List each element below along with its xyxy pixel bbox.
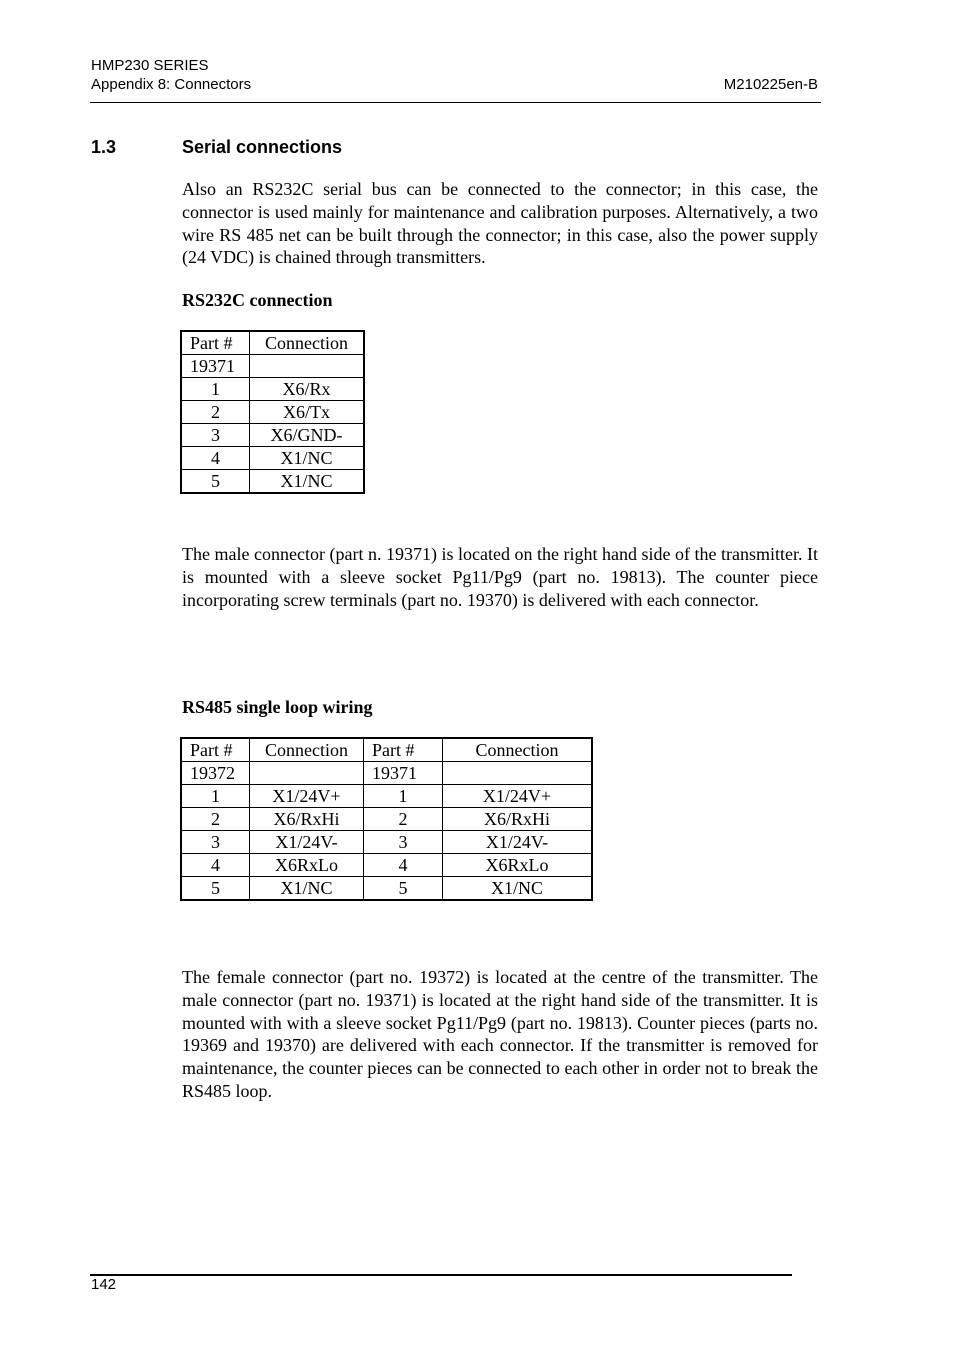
pin-cell: 2 bbox=[181, 808, 250, 831]
header-doc-code: M210225en-B bbox=[723, 76, 818, 93]
table-header-row bbox=[181, 738, 592, 762]
table-row bbox=[181, 447, 364, 470]
connection-cell: X6/GND- bbox=[250, 424, 365, 447]
table-row bbox=[181, 401, 364, 424]
table-row bbox=[181, 424, 364, 447]
pin-cell: 4 bbox=[181, 447, 250, 470]
connection-cell: X1/NC bbox=[250, 470, 365, 494]
intro-paragraph: Also an RS232C serial bus can be connected to the connector; in this case, the connector is used mainly for maintenance and calibration purposes. Alternatively, a two wire RS 485 net can be built through the connector; in this case, also the power supply (24 VDC) is chained through transmitters. bbox=[182, 179, 818, 268]
connection-cell: X1/NC bbox=[250, 877, 364, 901]
part-cell: 19372 bbox=[181, 762, 250, 785]
section-number: 1.3 bbox=[91, 137, 117, 157]
connection-cell: X1/24V- bbox=[250, 831, 364, 854]
part-cell: 19371 bbox=[364, 762, 443, 785]
pin-cell: 2 bbox=[181, 401, 250, 424]
pin-cell: 1 bbox=[364, 785, 443, 808]
pin-cell: 3 bbox=[364, 831, 443, 854]
connection-cell: X6/Tx bbox=[250, 401, 365, 424]
header-cell: Connection bbox=[250, 331, 365, 355]
table-row bbox=[181, 877, 592, 901]
part-cell: 19371 bbox=[181, 355, 250, 378]
table-row bbox=[181, 854, 592, 877]
rs485-heading: RS485 single loop wiring bbox=[182, 697, 373, 717]
connection-cell: X6/RxHi bbox=[443, 808, 593, 831]
empty-cell bbox=[250, 355, 365, 378]
header-cell: Part # bbox=[364, 738, 443, 762]
connection-cell: X6RxLo bbox=[250, 854, 364, 877]
connection-cell: X1/NC bbox=[443, 877, 593, 901]
pin-cell: 1 bbox=[181, 785, 250, 808]
table-row bbox=[181, 378, 364, 401]
page-number: 142 bbox=[91, 1276, 117, 1293]
connection-cell: X1/NC bbox=[250, 447, 365, 470]
pin-cell: 5 bbox=[181, 877, 250, 901]
pin-cell: 3 bbox=[181, 424, 250, 447]
table-row bbox=[181, 762, 592, 785]
table-row bbox=[181, 831, 592, 854]
table-row bbox=[181, 808, 592, 831]
pin-cell: 5 bbox=[181, 470, 250, 494]
connection-cell: X1/24V+ bbox=[443, 785, 593, 808]
running-header-left bbox=[91, 56, 251, 94]
pin-cell: 5 bbox=[364, 877, 443, 901]
header-cell: Part # bbox=[181, 738, 250, 762]
connection-cell: X6/RxHi bbox=[250, 808, 364, 831]
rs232c-note-paragraph: The male connector (part n. 19371) is located on the right hand side of the transmitter. It is mounted with a sleeve socket Pg11/Pg9 (part no. 19813). The counter piece incorporating screw terminals (part no. 19370) is delivered with each connector. bbox=[182, 544, 818, 610]
table-row bbox=[181, 470, 364, 494]
table-row bbox=[181, 785, 592, 808]
rs232c-heading: RS232C connection bbox=[182, 290, 333, 310]
rs485-note-paragraph: The female connector (part no. 19372) is located at the centre of the transmitter. The male connector (part no. 19371) is located at the right hand side of the transmitter. It is mounted with with a sleeve socket Pg11/Pg9 (part no. 19813). Counter pieces (parts no. 19369 and 19370) are delivered with each connector. If the transmitter is removed for maintenance, the counter pieces can be connected to each other in order not to break the RS485 loop. bbox=[182, 967, 818, 1101]
footer-rule bbox=[90, 1274, 792, 1276]
section-title: Serial connections bbox=[182, 137, 343, 157]
pin-cell: 4 bbox=[364, 854, 443, 877]
pin-cell: 3 bbox=[181, 831, 250, 854]
rs232c-table bbox=[180, 330, 365, 494]
connection-cell: X6/Rx bbox=[250, 378, 365, 401]
header-cell: Part # bbox=[181, 331, 250, 355]
connection-cell: X1/24V+ bbox=[250, 785, 364, 808]
header-rule bbox=[90, 102, 821, 103]
connection-cell: X6RxLo bbox=[443, 854, 593, 877]
table-row bbox=[181, 355, 364, 378]
empty-cell bbox=[443, 762, 593, 785]
rs485-table bbox=[180, 737, 593, 901]
table-header-row bbox=[181, 331, 364, 355]
empty-cell bbox=[250, 762, 364, 785]
header-cell: Connection bbox=[443, 738, 593, 762]
pin-cell: 2 bbox=[364, 808, 443, 831]
pin-cell: 1 bbox=[181, 378, 250, 401]
header-appendix: Appendix 8: Connectors bbox=[91, 76, 252, 93]
header-cell: Connection bbox=[250, 738, 364, 762]
pin-cell: 4 bbox=[181, 854, 250, 877]
connection-cell: X1/24V- bbox=[443, 831, 593, 854]
header-series: HMP230 SERIES bbox=[91, 57, 209, 74]
